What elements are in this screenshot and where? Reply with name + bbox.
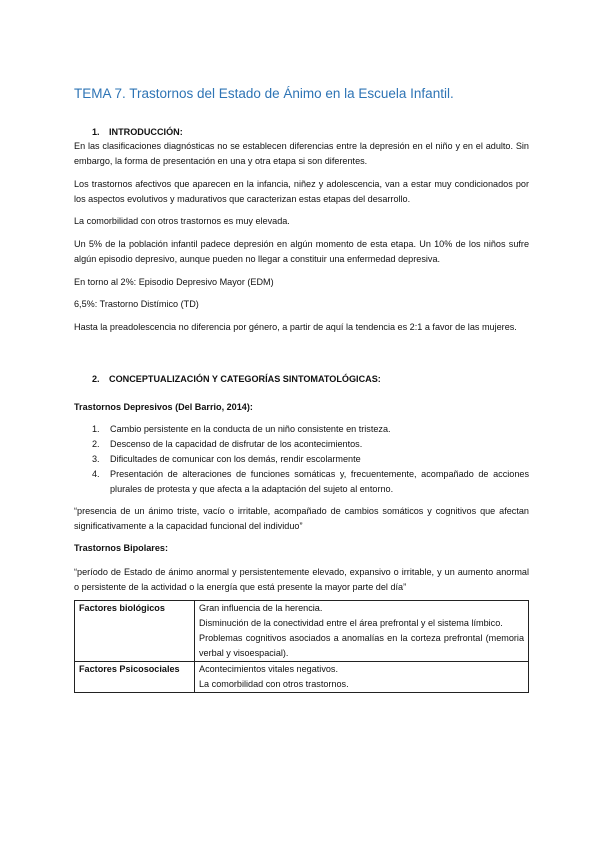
section-title: INTRODUCCIÓN: (109, 127, 183, 137)
paragraph: Los trastornos afectivos que aparecen en la infancia, niñez y adolescencia, van a estar muy condicionados por los aspectos evolutivos y madurativos que caracterizan estas etapas del desarrollo. (74, 179, 529, 204)
page-title: TEMA 7. Trastornos del Estado de Ánimo en la Escuela Infantil. (74, 86, 454, 101)
section-heading-conceptualizacion (92, 374, 381, 384)
section-number: 1. (92, 127, 100, 137)
table-row (75, 601, 529, 662)
list-item: 2. Descenso de la capacidad de disfrutar de los acontecimientos. (92, 439, 363, 449)
section-heading-introduccion (92, 127, 183, 137)
paragraph: Hasta la preadolescencia no diferencia por género, a partir de aquí la tendencia es 2:1 a favor de las mujeres. (74, 322, 517, 332)
subheading-bipolares: Trastornos Bipolares: (74, 543, 168, 553)
factor-label: Factores Psicosociales (75, 662, 195, 693)
section-title: CONCEPTUALIZACIÓN Y CATEGORÍAS SINTOMATOLÓGICAS: (109, 374, 381, 384)
factor-label: Factores biológicos (75, 601, 195, 662)
quote-depresivos: “presencia de un ánimo triste, vacío o irritable, acompañado de cambios somáticos y cognitivos que afectan significativamente a la capacidad funcional del individuo” (74, 506, 529, 531)
list-item: 3. Dificultades de comunicar con los demás, rendir escolarmente (92, 454, 361, 464)
section-number: 2. (92, 374, 100, 384)
paragraph: La comorbilidad con otros trastornos es muy elevada. (74, 216, 290, 226)
quote-bipolares: “período de Estado de ánimo anormal y persistentemente elevado, expansivo o irritable, y un aumento anormal o persistente de la actividad o la energía que está presente la mayor parte del día” (74, 567, 529, 592)
factor-description: Gran influencia de la herencia. Disminución de la conectividad entre el área prefrontal y el sistema límbico. Problemas cognitivos asociados a anomalías en la corteza prefrontal (memoria verbal y visoespacial). (195, 601, 529, 662)
paragraph: 6,5%: Trastorno Distímico (TD) (74, 299, 199, 309)
paragraph: Un 5% de la población infantil padece depresión en algún momento de esta etapa. Un 10% de los niños sufre algún episodio depresivo, aunque pueden no llegar a constituir una enfermedad depresiva. (74, 239, 529, 264)
symptom-list (92, 422, 529, 497)
factors-table (74, 600, 529, 693)
table-row (75, 662, 529, 693)
list-item: 4. Presentación de alteraciones de funciones somáticas y, frecuentemente, acompañado de acciones plurales de protesta y que afecta a la adaptación del sujeto al entorno. (92, 469, 529, 494)
factor-description: Acontecimientos vitales negativos. La comorbilidad con otros trastornos. (195, 662, 529, 693)
paragraph: En torno al 2%: Episodio Depresivo Mayor (EDM) (74, 277, 274, 287)
subheading-depresivos: Trastornos Depresivos (Del Barrio, 2014): (74, 402, 253, 412)
list-item: 1. Cambio persistente en la conducta de un niño consistente en tristeza. (92, 424, 391, 434)
paragraph: En las clasificaciones diagnósticas no se establecen diferencias entre la depresión en el niño y en el adulto. Sin embargo, la forma de presentación en una y otra etapa si son diferentes. (74, 141, 529, 166)
